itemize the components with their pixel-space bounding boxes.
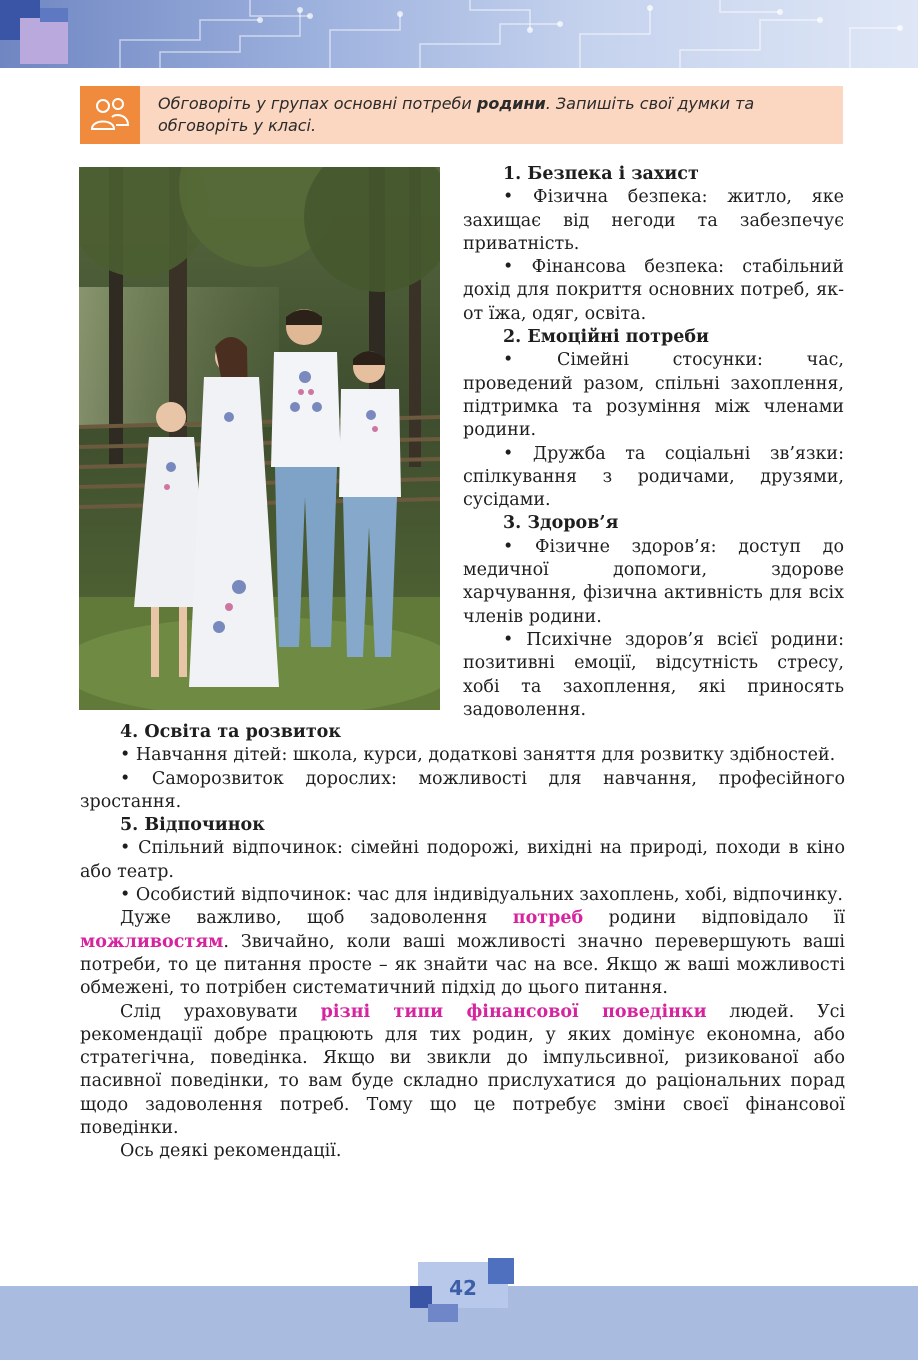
bullet-item: • Спільний відпочинок: сімейні подорожі, вихідні на природі, походи в кіно або театр. [80,838,845,882]
bullet-item: • Саморозвиток дорослих: можливості для навчання, професійного зростання. [80,768,845,812]
right-column-text [463,163,844,722]
highlight-term: можливостям [80,931,224,952]
section-heading: 2. Емоційні потреби [503,327,710,348]
task-box [80,86,843,144]
family-photo [79,167,440,710]
header-band [0,0,918,68]
paragraph: Дуже важливо, щоб задоволення потреб родини відповідало її можливостям. Звичайно, коли ваші можливості значно перевершують ваші потреби, то це питання просте – як знайти час на все. Якщо ж ваші можливості обмежені, то потрібен систематичний підхід до цього питання. [80,908,845,999]
section-heading: 3. Здоров’я [503,513,619,534]
page-number: 42 [449,1276,477,1300]
bullet-item: • Психічне здоров’я всієї родини: позитивні емоції, відсутність стресу, хобі та захоплення, які приносять задоволення. [463,629,844,720]
bullet-item: • Фізичне здоров’я: доступ до медичної допомоги, здорове харчування, фізична активність для всіх членів родини. [463,536,844,627]
bullet-item: • Навчання дітей: школа, курси, додаткові заняття для розвитку здібностей. [120,745,836,766]
highlight-term: різні типи фінансової поведінки [320,1001,707,1022]
bullet-item: • Сімейні стосунки: час, проведений разом, спільні захоплення, підтримка та розуміння між членами родини. [463,350,844,441]
group-discussion-icon [80,86,140,144]
decor-square [40,8,68,22]
circuit-pattern [0,0,918,68]
section-heading: 4. Освіта та розвиток [120,722,341,742]
task-instruction: Обговоріть у групах основні потреби родини. Запишіть свої думки та обговоріть у класі. [158,94,755,135]
section-heading: 5. Відпочинок [120,815,265,836]
bullet-item: • Дружба та соціальні зв’язки: спілкування з родичами, друзями, сусідами. [463,443,844,511]
decor-square [20,18,68,64]
paragraph: Ось деякі рекомендації. [120,1141,342,1162]
section-heading: 1. Безпека і захист [503,164,699,184]
bullet-item: • Фінансова безпека: стабільний дохід для покриття основних потреб, як-от їжа, одяг, освіта. [463,257,844,324]
bullet-item: • Особистий відпочинок: час для індивідуальних захоплень, хобі, відпочинку. [120,885,843,906]
main-text [80,721,845,1164]
highlight-term: потреб [512,908,584,929]
bullet-item: • Фізична безпека: житло, яке захищає від негоди та забезпечує приватність. [463,187,844,254]
paragraph: Слід ураховувати різні типи фінансової поведінки людей. Усі рекомендації добре працюють для тих родин, у яких домінує економна, або стратегічна, поведінка. Якщо ви звикли до імпульсивної, ризикованої або пасивної поведінки, то вам буде складно прислухатися до раціональних порад щодо задоволення потреб. Тому що це потребує зміни своєї фінансової поведінки. [80,1001,846,1139]
